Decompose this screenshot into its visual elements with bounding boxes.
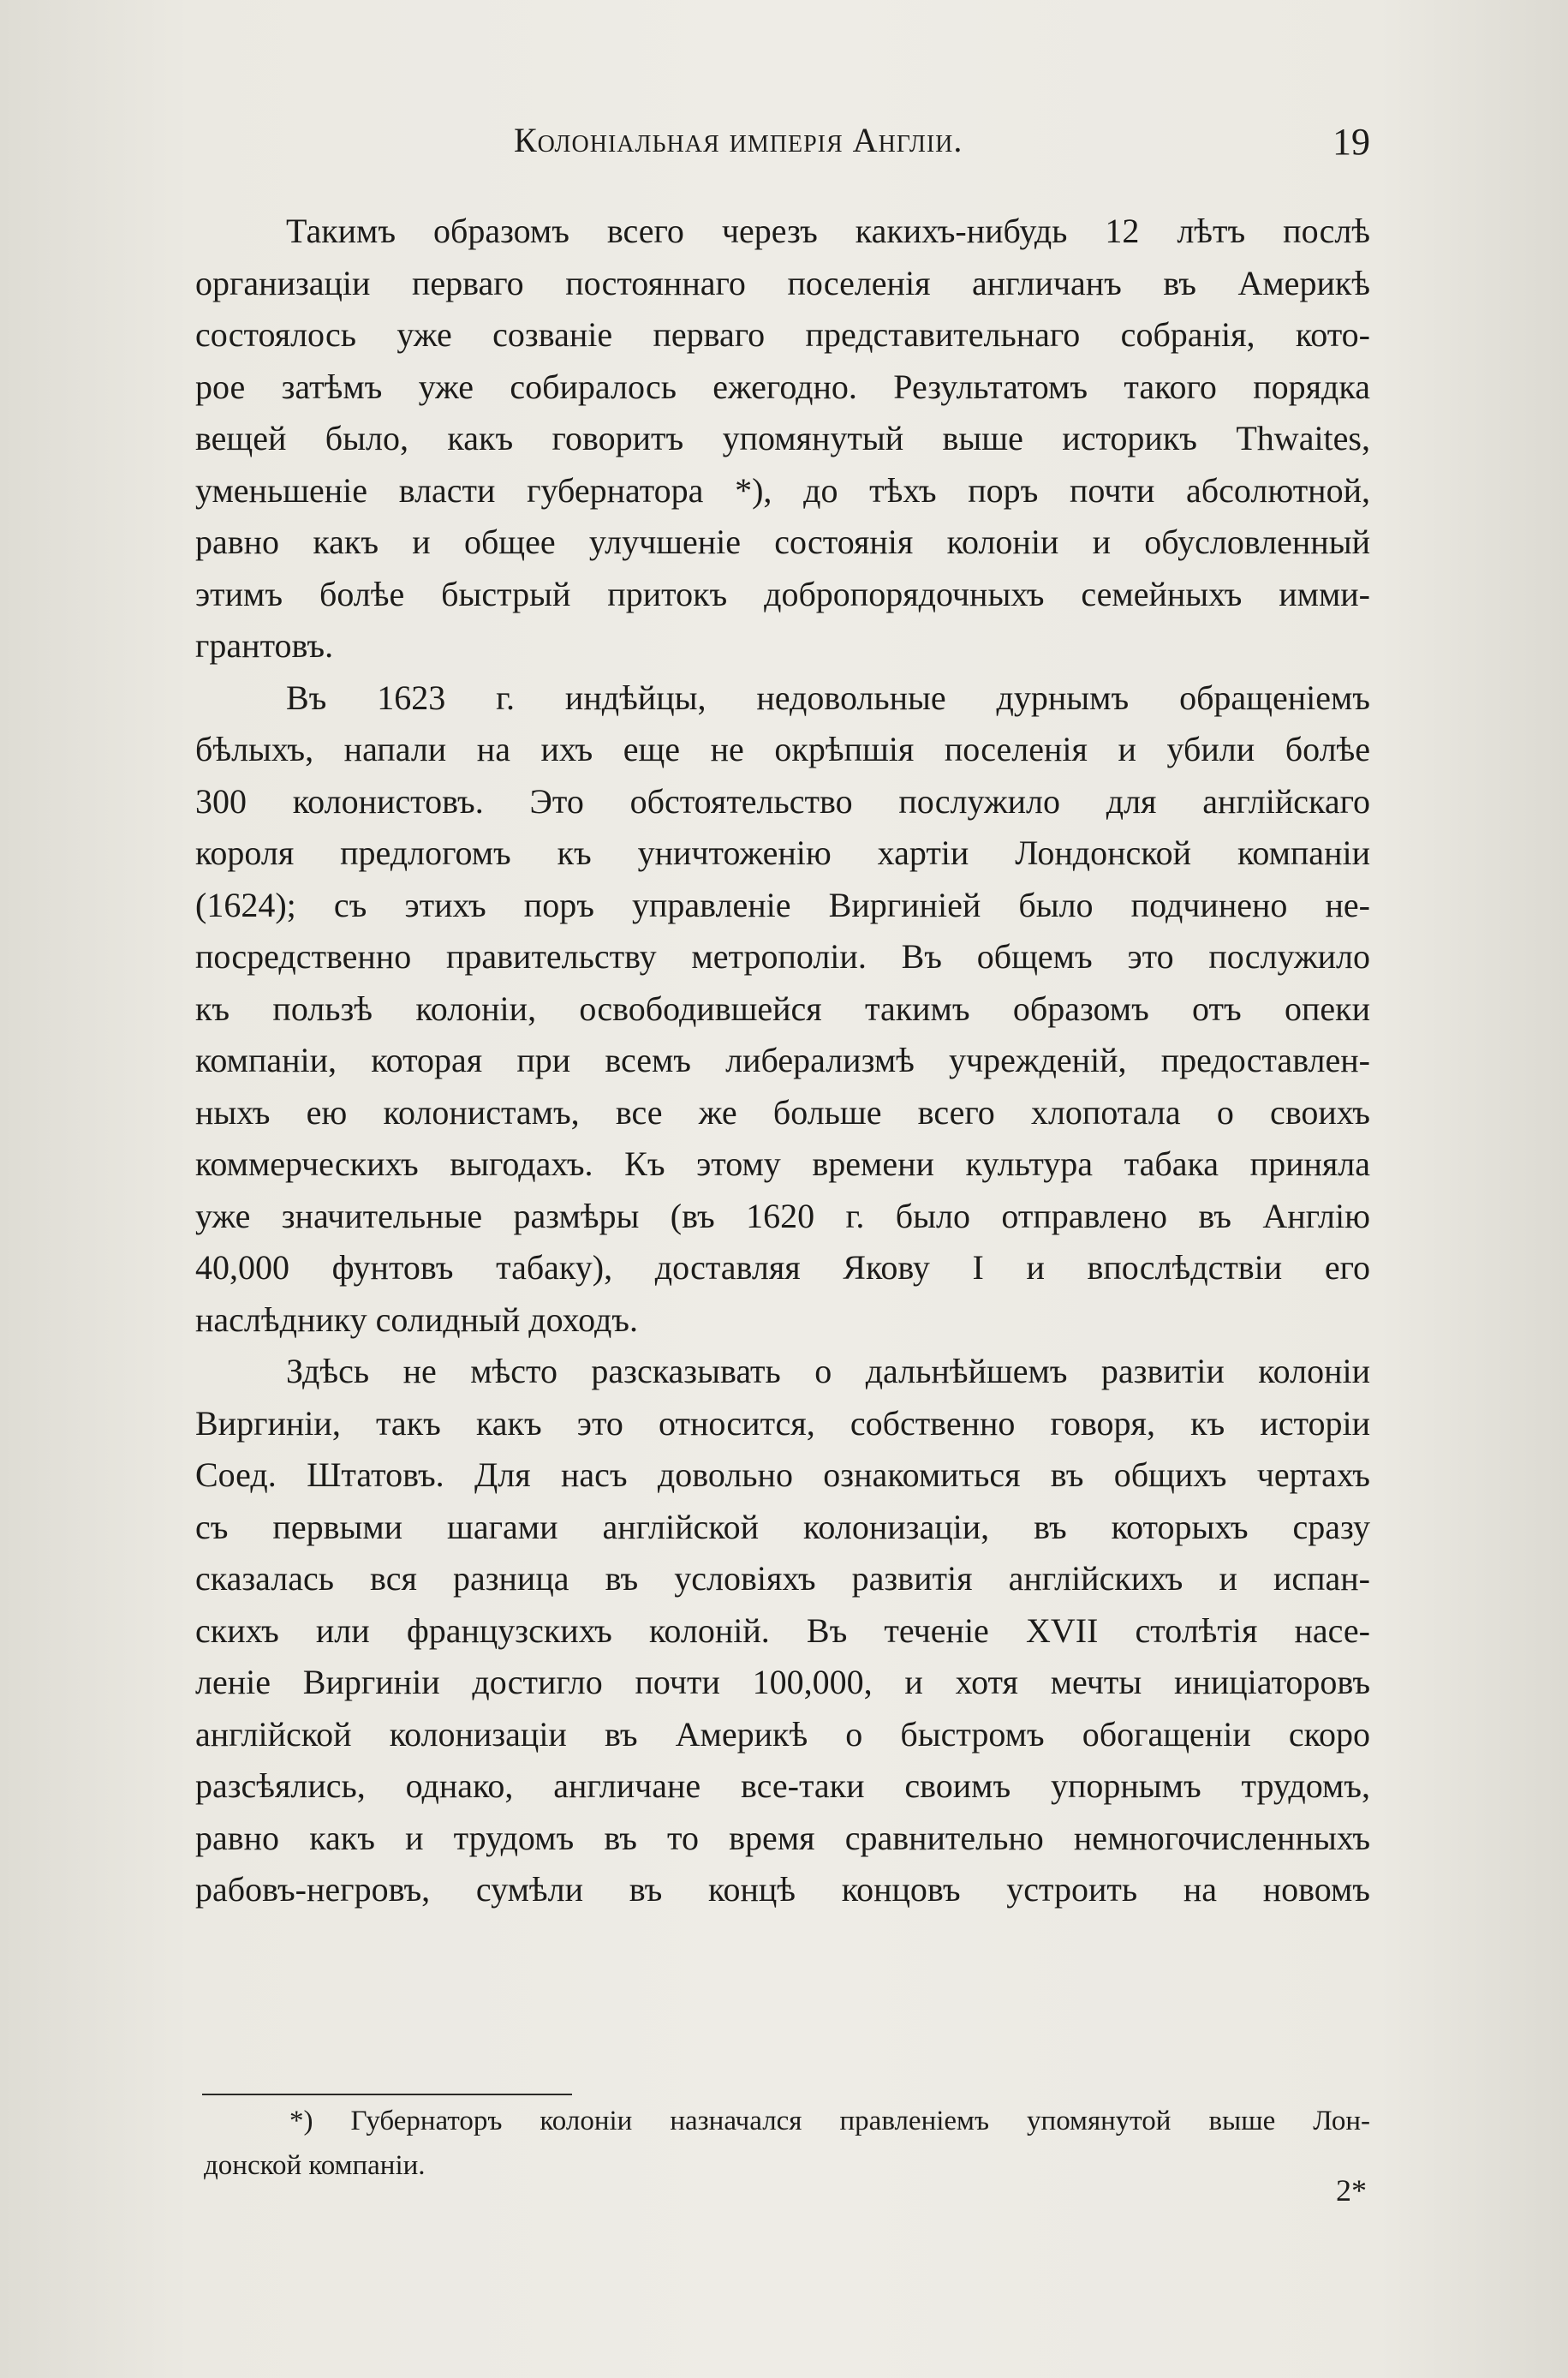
text-line: 40,000 фунтовъ табаку), доставляя Якову I и впослѣдствіи его [195,1248,1370,1287]
footnote [204,2099,1370,2188]
paragraph-3 [195,1346,1370,1916]
text-line: уменьшеніе власти губернатора *), до тѣхъ поръ почти абсолютной, [195,470,1370,510]
text-line: состоялось уже созваніе перваго представительнаго собранія, кото- [195,315,1370,354]
text-line: вещей было, какъ говоритъ упомянутый выше историкъ Thwaites, [195,419,1370,457]
text-line: короля предлогомъ къ уничтоженію хартіи Лондонской компаніи [195,833,1370,872]
text-line: Соед. Штатовъ. Для насъ довольно ознакомиться въ общихъ чертахъ [195,1455,1370,1494]
body-text [195,206,1370,1916]
text-line: равно какъ и общее улучшеніе состоянія колоніи и обусловленный [195,523,1370,561]
text-line: Въ 1623 г. индѣйцы, недовольные дурнымъ обращеніемъ [286,678,1370,717]
text-line: 300 колонистовъ. Это обстоятельство послужило для англійскаго [195,781,1370,821]
text-line: коммерческихъ выгодахъ. Къ этому времени культура табака приняла [195,1144,1370,1183]
text-line: Виргиніи, такъ какъ это относится, собственно говоря, къ исторіи [195,1403,1370,1443]
footnote-divider [202,2094,572,2095]
text-line: ныхъ ею колонистамъ, все же больше всего хлопотала о своихъ [195,1092,1370,1132]
paragraph-1 [195,206,1370,672]
text-line: Здѣсь не мѣсто разсказывать о дальнѣйшемъ развитіи колоніи [286,1352,1370,1390]
text-line: Такимъ образомъ всего черезъ какихъ-нибудь 12 лѣтъ послѣ [286,212,1370,250]
text-line: наслѣднику солидный доходъ. [195,1300,638,1339]
text-line: организаціи перваго постояннаго поселенія англичанъ въ Америкѣ [195,263,1370,302]
text-line: разсѣялись, однако, англичане все-таки своимъ упорнымъ трудомъ, [195,1766,1370,1805]
running-title: Колоніальная имперія Англіи. [514,121,963,159]
footnote-line: донской компаніи. [204,2150,426,2181]
text-line: рабовъ-негровъ, сумѣли въ концѣ концовъ устроить на новомъ [195,1870,1370,1909]
text-line: посредственно правительству метрополіи. Въ общемъ это послужило [195,937,1370,976]
page-number: 19 [1333,121,1370,163]
text-line: бѣлыхъ, напали на ихъ еще не окрѣпшія поселенія и убили болѣе [195,730,1370,768]
text-line: къ пользѣ колоніи, освободившейся такимъ образомъ отъ опеки [195,989,1370,1028]
text-line: уже значительные размѣры (въ 1620 г. было отправлено въ Англію [195,1196,1370,1235]
footnote-line: *) Губернаторъ колоніи назначался правленіемъ упомянутой выше Лон- [289,2106,1370,2136]
text-line: равно какъ и трудомъ въ то время сравнительно немногочисленныхъ [195,1818,1370,1857]
text-line: рое затѣмъ уже собиралось ежегодно. Результатомъ такого порядка [195,367,1370,406]
text-line: компаніи, которая при всемъ либерализмѣ учрежденій, предоставлен- [195,1041,1370,1079]
page-header [197,120,1370,171]
text-line: англійской колонизаціи въ Америкѣ о быстромъ обогащеніи скоро [195,1714,1370,1754]
paragraph-2 [195,672,1370,1347]
text-line: скихъ или французскихъ колоній. Въ теченіе XVII столѣтія насе- [195,1610,1370,1650]
text-line: съ первыми шагами англійской колонизаціи, въ которыхъ сразу [195,1507,1370,1546]
text-line: сказалась вся разница въ условіяхъ развитія англійскихъ и испан- [195,1559,1370,1598]
text-line: (1624); съ этихъ поръ управленіе Виргиніей было подчинено не- [195,885,1370,924]
signature-mark: 2* [1336,2173,1367,2208]
text-line: грантовъ. [195,626,334,665]
text-line: леніе Виргиніи достигло почти 100,000, и хотя мечты иниціаторовъ [195,1663,1370,1701]
text-line: этимъ болѣе быстрый притокъ добропорядочныхъ семейныхъ имми- [195,574,1370,613]
